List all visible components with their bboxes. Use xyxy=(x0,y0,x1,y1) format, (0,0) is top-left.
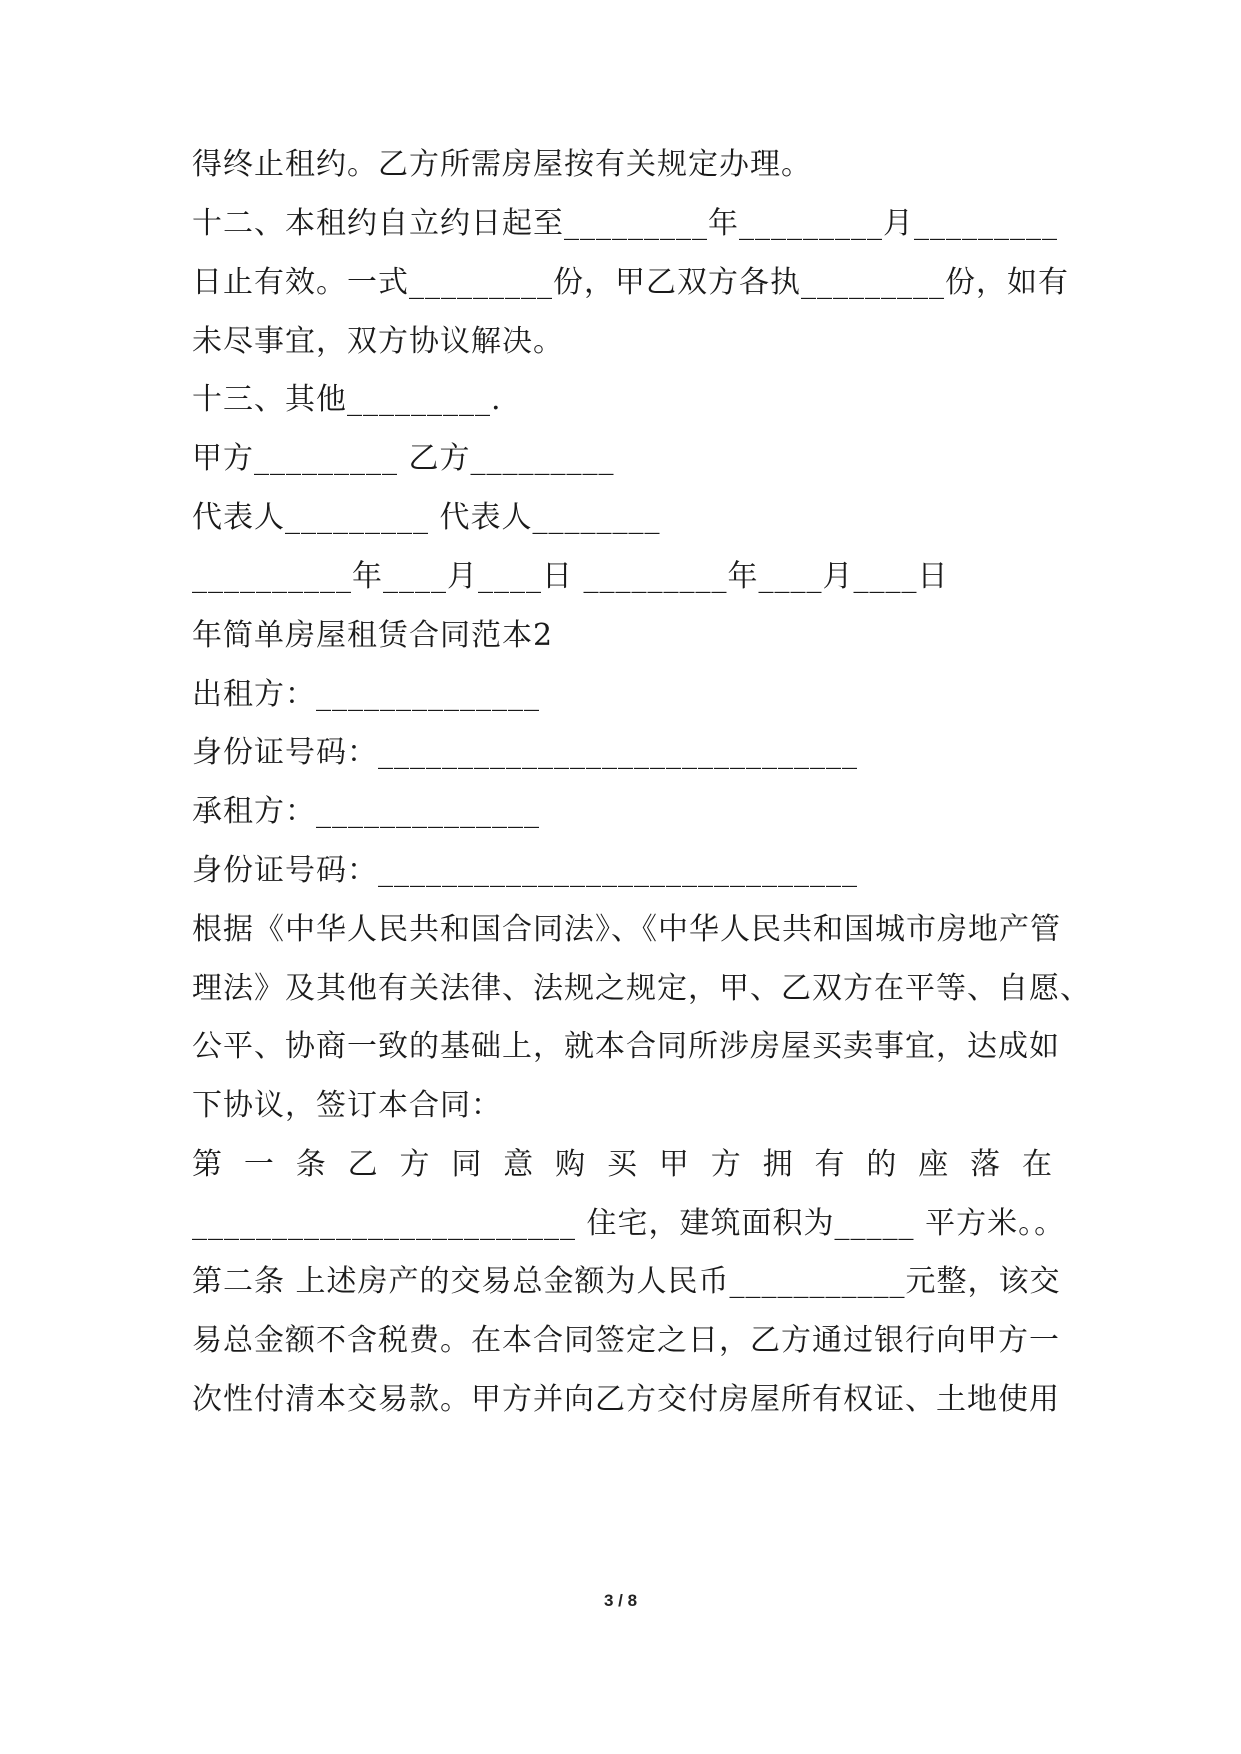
text-line: 十三、其他_________. xyxy=(192,382,502,417)
section-title: 年简单房屋租赁合同范本2 xyxy=(192,618,554,653)
text-line: ________________________ 住宅，建筑面积为_____ 平方米。。 xyxy=(192,1206,1066,1241)
lessee-field: 承租方：______________ xyxy=(192,794,540,829)
text-line: 次性付清本交易款。甲方并向乙方交付房屋所有权证、土地使用 xyxy=(192,1382,1060,1417)
text-line: 第二条 上述房产的交易总金额为人民币___________元整，该交 xyxy=(192,1264,1061,1299)
text-line: 易总金额不含税费。在本合同签定之日，乙方通过银行向甲方一 xyxy=(192,1323,1060,1358)
signature-line-representative: 代表人_________ 代表人________ xyxy=(192,500,661,535)
justified-char: 购 xyxy=(555,1147,586,1182)
page-number: 3 / 8 xyxy=(603,1591,638,1610)
justified-char: 第 xyxy=(192,1147,222,1182)
justified-char: 方 xyxy=(399,1147,430,1182)
text-line: 十二、本租约自立约日起至_________年_________月_________ xyxy=(192,206,1058,241)
lessor-id-field: 身份证号码：______________________________ xyxy=(192,735,858,770)
justified-char: 在 xyxy=(1022,1147,1052,1182)
text-line: 理法》及其他有关法律、法规之规定，甲、乙双方在平等、自愿、 xyxy=(192,971,1091,1006)
text-line: 日止有效。一式_________份，甲乙双方各执_________份，如有 xyxy=(192,265,1069,300)
signature-line-party: 甲方_________ 乙方_________ xyxy=(192,441,615,476)
lessor-field: 出租方：______________ xyxy=(192,677,540,712)
signature-line-date: __________年____月____日 _________年____月____日 xyxy=(192,559,949,594)
text-line: 公平、协商一致的基础上，就本合同所涉房屋买卖事宜，达成如 xyxy=(192,1029,1060,1064)
justified-char: 拥 xyxy=(762,1147,793,1182)
text-line: 得终止租约。乙方所需房屋按有关规定办理。 xyxy=(192,147,812,182)
text-line: 下协议，签订本合同： xyxy=(192,1088,502,1123)
justified-char: 一 xyxy=(243,1147,274,1182)
justified-char: 意 xyxy=(503,1147,534,1182)
justified-char: 的 xyxy=(866,1147,897,1182)
justified-char: 同 xyxy=(451,1147,482,1182)
justified-char: 买 xyxy=(607,1147,637,1182)
article-one-line xyxy=(192,1143,1052,1187)
justified-char: 座 xyxy=(918,1147,949,1182)
justified-char: 甲 xyxy=(658,1147,689,1182)
justified-char: 方 xyxy=(710,1147,741,1182)
lessee-id-field: 身份证号码：______________________________ xyxy=(192,853,858,888)
justified-char: 条 xyxy=(295,1147,326,1182)
justified-char: 有 xyxy=(814,1147,845,1182)
justified-char: 落 xyxy=(970,1147,1001,1182)
justified-char: 乙 xyxy=(347,1147,378,1182)
text-line: 根据《中华人民共和国合同法》、《中华人民共和国城市房地产管 xyxy=(192,912,1061,947)
text-line: 未尽事宜，双方协议解决。 xyxy=(192,324,564,359)
